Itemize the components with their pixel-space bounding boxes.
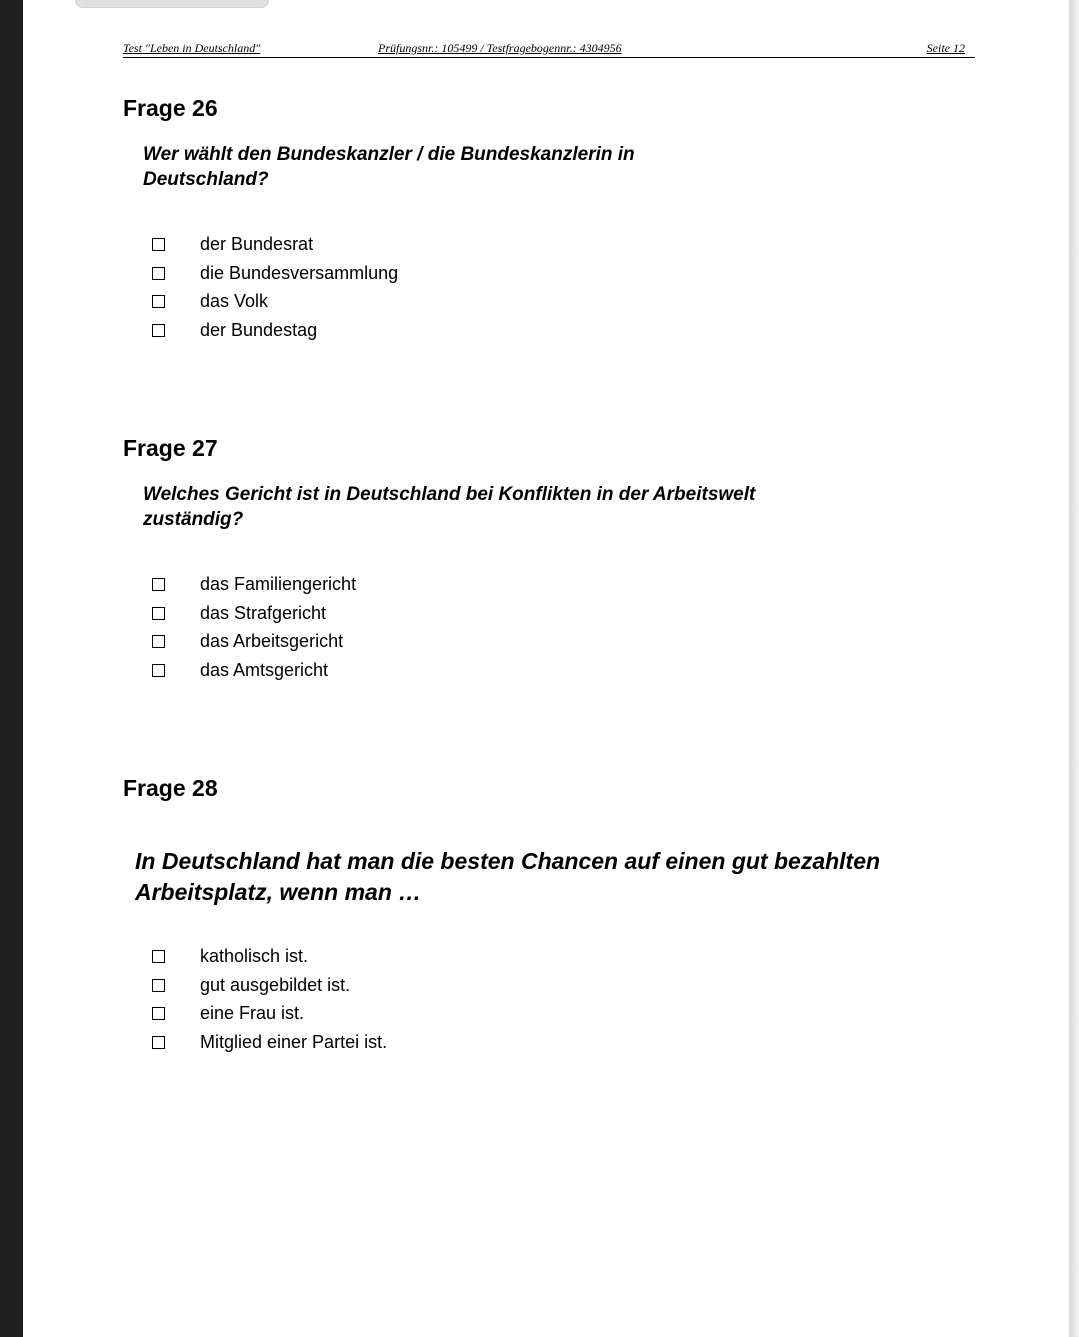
- header-test-title: Test "Leben in Deutschland": [123, 41, 261, 55]
- question-27-title: Frage 27: [123, 435, 218, 461]
- checkbox[interactable]: [152, 238, 165, 251]
- answer-label: der Bundestag: [200, 320, 318, 341]
- answer-label: das Familiengericht: [200, 574, 357, 594]
- document-page: [23, 0, 1069, 1337]
- answer-label: Mitglied einer Partei ist.: [200, 1032, 388, 1053]
- checkbox[interactable]: [152, 267, 165, 280]
- answer-label: das Volk: [200, 291, 269, 312]
- answer-label: die Bundesversammlung: [200, 262, 399, 283]
- answer-label: das Arbeitsgericht: [200, 631, 344, 652]
- question-26-title: Frage 26: [123, 95, 218, 121]
- checkbox[interactable]: [152, 324, 165, 337]
- checkbox[interactable]: [152, 950, 165, 963]
- answer-label: der Bundesrat: [200, 234, 314, 254]
- question-26-text: Wer wählt den Bundeskanzler / die Bundeskanzlerin in Deutschland?: [143, 144, 635, 190]
- question-27-text: Welches Gericht ist in Deutschland bei Konflikten in der Arbeitswelt zuständig?: [143, 484, 756, 530]
- answer-label: eine Frau ist.: [200, 1003, 305, 1024]
- answer-label: katholisch ist.: [200, 946, 309, 966]
- page-shadow-edge: [1069, 0, 1079, 1337]
- checkbox[interactable]: [152, 664, 165, 677]
- question-28-title: Frage 28: [123, 775, 218, 801]
- checkbox[interactable]: [152, 979, 165, 992]
- answer-label: das Amtsgericht: [200, 660, 329, 681]
- header-exam-number: Prüfungsnr.: 105499 / Testfragebogennr.: 4304956: [378, 41, 622, 55]
- page-header: [123, 40, 975, 58]
- checkbox[interactable]: [152, 578, 165, 591]
- answer-label: gut ausgebildet ist.: [200, 974, 351, 995]
- checkbox[interactable]: [152, 607, 165, 620]
- page-tab[interactable]: [75, 0, 269, 8]
- checkbox[interactable]: [152, 635, 165, 648]
- checkbox[interactable]: [152, 1007, 165, 1020]
- header-page-number: Seite 12: [926, 41, 965, 55]
- question-28-text: In Deutschland hat man die besten Chancen auf einen gut bezahlten Arbeitsplatz, wenn man …: [135, 848, 881, 905]
- checkbox[interactable]: [152, 295, 165, 308]
- checkbox[interactable]: [152, 1036, 165, 1049]
- answer-label: das Strafgericht: [200, 602, 327, 623]
